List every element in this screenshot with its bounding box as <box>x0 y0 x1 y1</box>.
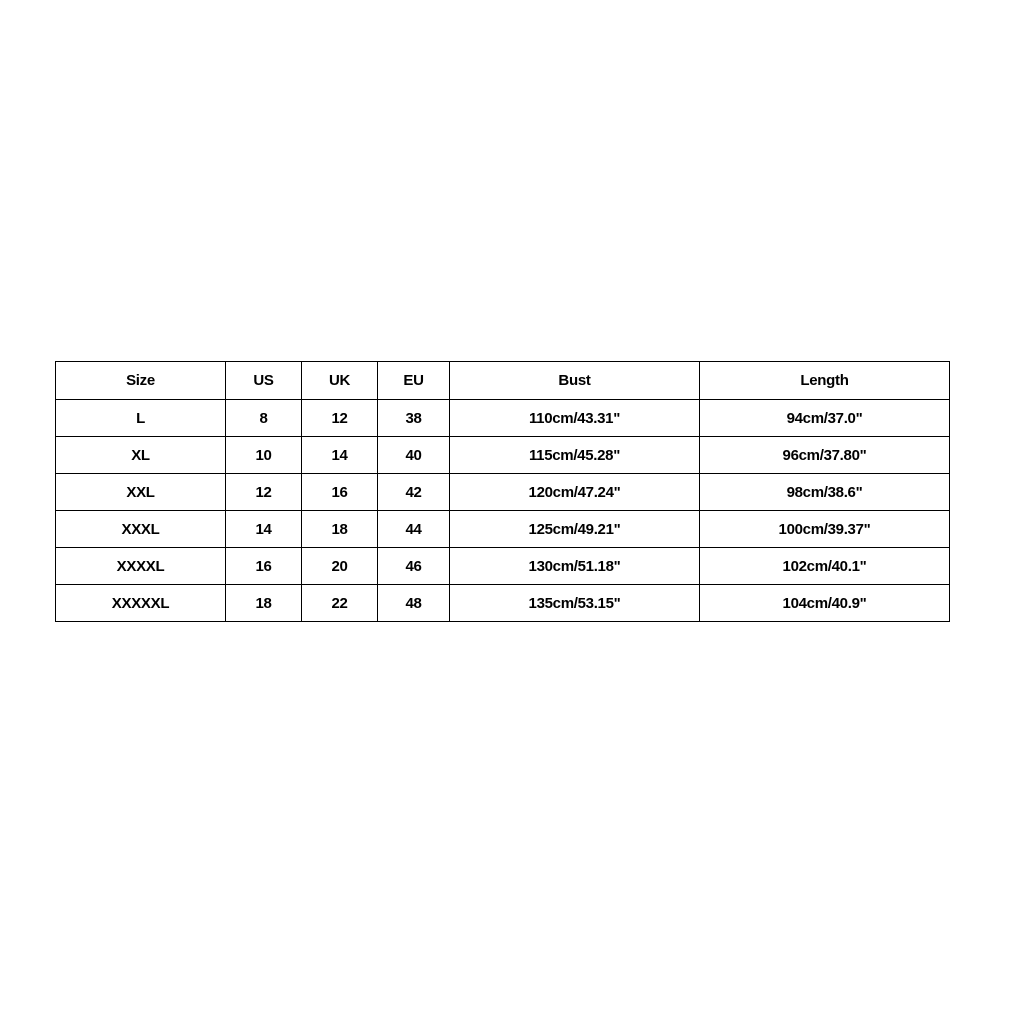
cell-size: XL <box>56 437 226 474</box>
cell-uk: 12 <box>302 400 378 437</box>
header-size: Size <box>56 362 226 400</box>
header-length: Length <box>700 362 950 400</box>
table-row <box>56 548 950 585</box>
cell-uk: 22 <box>302 585 378 622</box>
table-row <box>56 437 950 474</box>
header-us: US <box>226 362 302 400</box>
cell-us: 18 <box>226 585 302 622</box>
table-row <box>56 474 950 511</box>
cell-length: 94cm/37.0" <box>700 400 950 437</box>
cell-eu: 40 <box>378 437 450 474</box>
cell-us: 8 <box>226 400 302 437</box>
cell-eu: 38 <box>378 400 450 437</box>
cell-length: 102cm/40.1" <box>700 548 950 585</box>
cell-length: 100cm/39.37" <box>700 511 950 548</box>
header-row <box>56 362 950 400</box>
cell-bust: 135cm/53.15" <box>450 585 700 622</box>
cell-us: 16 <box>226 548 302 585</box>
cell-size: L <box>56 400 226 437</box>
cell-uk: 18 <box>302 511 378 548</box>
cell-bust: 125cm/49.21" <box>450 511 700 548</box>
cell-size: XXXXXL <box>56 585 226 622</box>
header-uk: UK <box>302 362 378 400</box>
cell-uk: 16 <box>302 474 378 511</box>
cell-bust: 115cm/45.28" <box>450 437 700 474</box>
cell-eu: 42 <box>378 474 450 511</box>
cell-bust: 110cm/43.31" <box>450 400 700 437</box>
cell-us: 14 <box>226 511 302 548</box>
cell-eu: 44 <box>378 511 450 548</box>
cell-us: 10 <box>226 437 302 474</box>
cell-size: XXXL <box>56 511 226 548</box>
size-chart-table <box>55 361 950 622</box>
cell-bust: 120cm/47.24" <box>450 474 700 511</box>
table-row <box>56 511 950 548</box>
cell-eu: 48 <box>378 585 450 622</box>
table-row <box>56 400 950 437</box>
cell-eu: 46 <box>378 548 450 585</box>
cell-uk: 14 <box>302 437 378 474</box>
header-eu: EU <box>378 362 450 400</box>
table-row <box>56 585 950 622</box>
header-bust: Bust <box>450 362 700 400</box>
cell-size: XXXXL <box>56 548 226 585</box>
cell-us: 12 <box>226 474 302 511</box>
cell-length: 96cm/37.80" <box>700 437 950 474</box>
cell-bust: 130cm/51.18" <box>450 548 700 585</box>
cell-length: 104cm/40.9" <box>700 585 950 622</box>
cell-uk: 20 <box>302 548 378 585</box>
cell-length: 98cm/38.6" <box>700 474 950 511</box>
cell-size: XXL <box>56 474 226 511</box>
